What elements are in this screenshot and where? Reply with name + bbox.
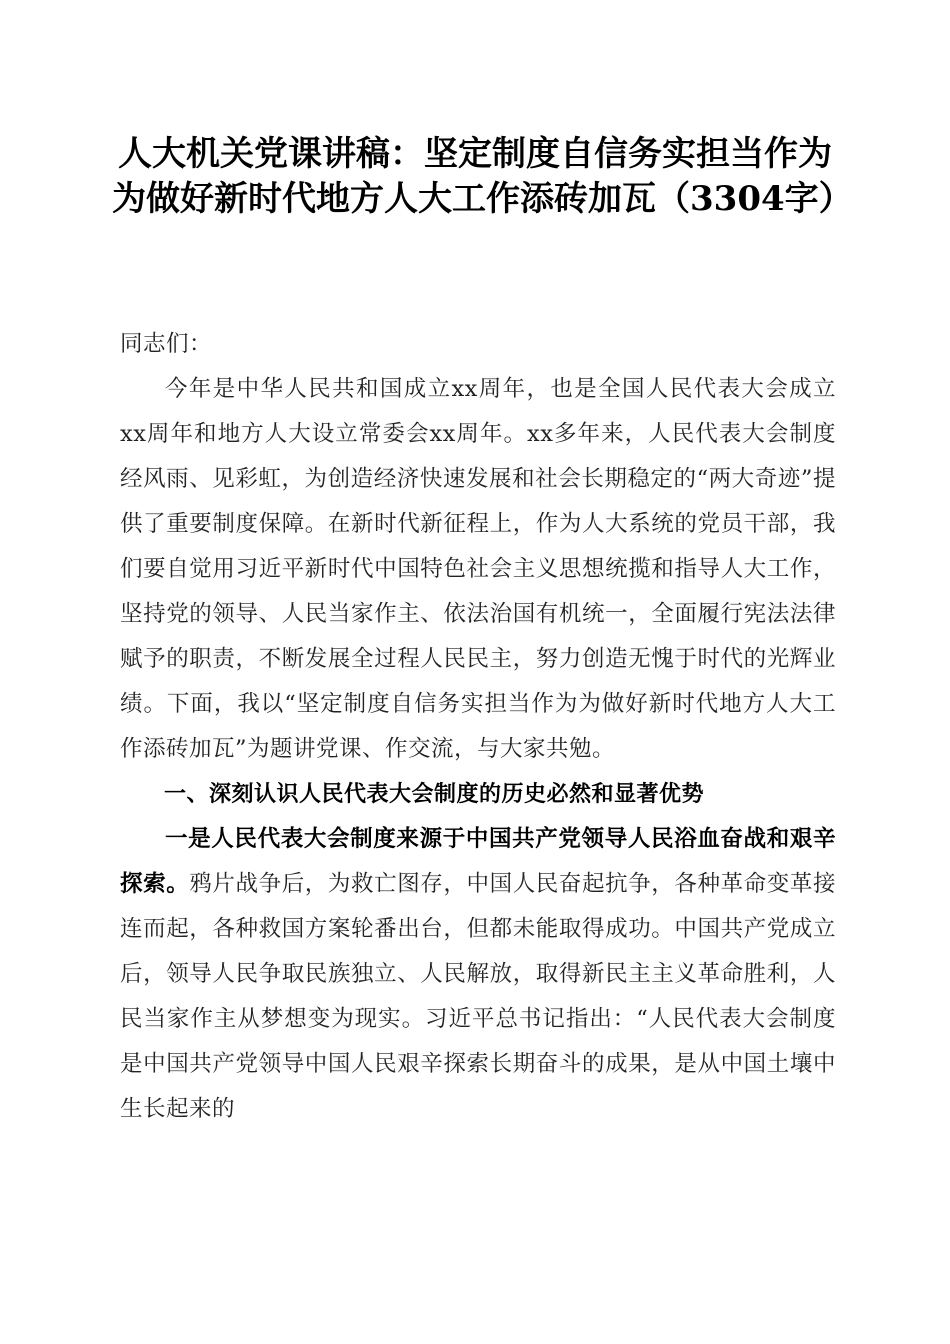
section-heading-1: 一、深刻认识人民代表大会制度的历史必然和显著优势 <box>164 782 705 807</box>
document-body <box>120 322 836 1132</box>
document-title: 人大机关党课讲稿：坚定制度自信务实担当作为为做好新时代地方人大工作添砖加瓦（3304字） <box>112 134 853 219</box>
salutation: 同志们： <box>120 331 213 357</box>
paragraph-intro: 今年是中华人民共和国成立xx周年，也是全国人民代表大会成立xx周年和地方人大设立常委会xx周年。xx多年来，人民代表大会制度经风雨、见彩虹，为创造经济快速发展和社会长期稳定的“两大奇迹”提供了重要制度保障。在新时代新征程上，作为人大系统的党员干部，我们要自觉用习近平新时代中国特色社会主义思想统揽和指导人大工作，坚持党的领导、人民当家作主、依法治国有机统一，全面履行宪法法律赋予的职责，不断发展全过程人民民主，努力创造无愧于时代的光辉业绩。下面，我以“坚定制度自信务实担当作为为做好新时代地方人大工作添砖加瓦”为题讲党课、作交流，与大家共勉。 <box>120 376 836 762</box>
paragraph-history <box>120 817 836 1132</box>
paragraph-lead: 一是人民代表大会制度来源于中国共产党领导人民浴血奋战和艰辛探索。 <box>120 826 836 897</box>
paragraph-body: 鸦片战争后，为救亡图存，中国人民奋起抗争，各种革命变革接连而起，各种救国方案轮番出台，但都未能取得成功。中国共产党成立后，领导人民争取民族独立、人民解放，取得新民主主义革命胜利，人民当家作主从梦想变为现实。习近平总书记指出：“人民代表大会制度是中国共产党领导中国人民艰辛探索长期奋斗的成果，是从中国土壤中生长起来的 <box>120 871 836 1122</box>
